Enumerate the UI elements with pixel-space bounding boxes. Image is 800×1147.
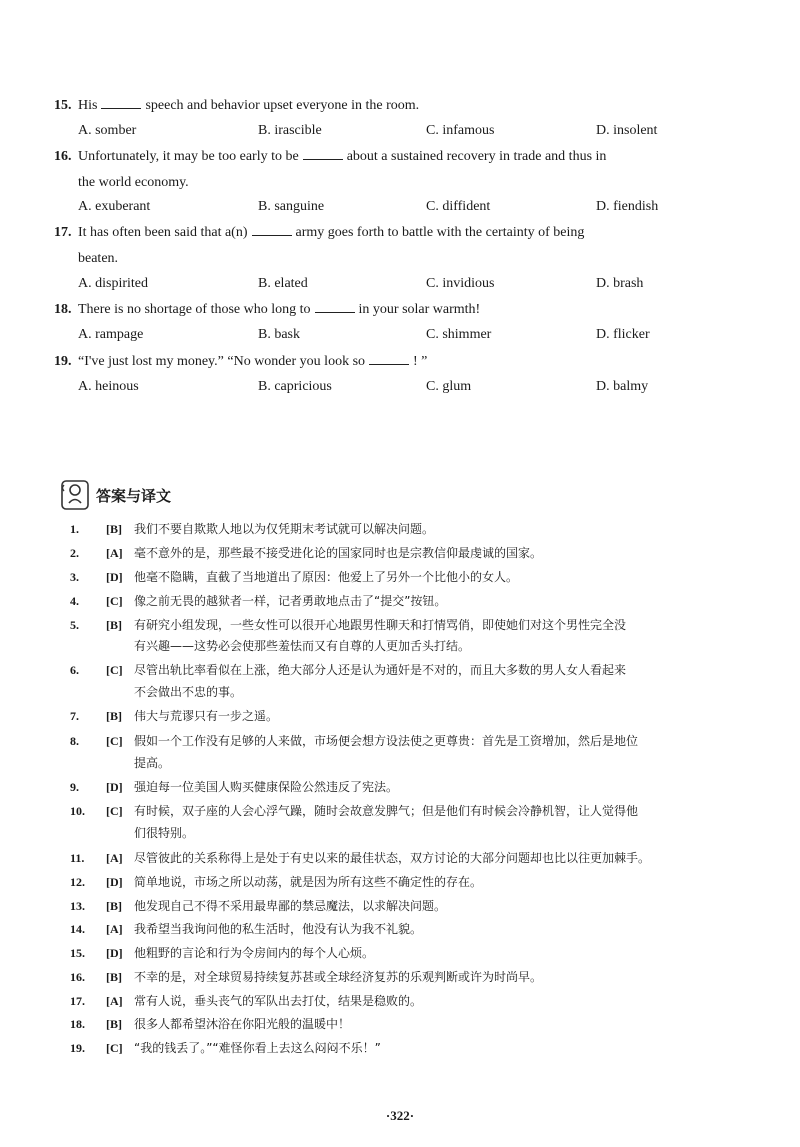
answer-translation: 毫不意外的是，那些最不接受进化论的国家同时也是宗教信仰最虔诚的国家。: [134, 546, 543, 560]
option-d: D. insolent: [596, 123, 658, 138]
answer-key: [B]: [106, 618, 122, 632]
answer-item: [70, 568, 518, 586]
answer-blank: [315, 300, 355, 313]
question-stem-part: speech and behavior upset everyone in the room.: [145, 98, 420, 113]
option-c: C. glum: [426, 379, 472, 394]
question-stem-part: Unfortunately, it may be too early to be: [78, 149, 299, 164]
question-stem-part: about a sustained recovery in trade and thus in: [346, 149, 607, 164]
answer-translation: 他毫不隐瞒，直截了当地道出了原因：他爱上了另外一个比他小的女人。: [134, 570, 519, 584]
answer-translation-continued: 提高。: [134, 756, 171, 770]
answer-number: 8.: [70, 734, 79, 748]
option-c: C. invidious: [426, 276, 495, 291]
answer-key: [D]: [106, 780, 123, 794]
option-a: A. heinous: [78, 379, 139, 394]
answer-blank: [252, 223, 292, 236]
option-b: B. elated: [258, 276, 308, 291]
answer-item: [70, 616, 626, 634]
answer-key: [B]: [106, 970, 122, 984]
answer-item: [70, 897, 446, 915]
answer-translation-continued: 有兴趣——这势必会使那些羞怯而又有自尊的人更加舌头打结。: [134, 639, 471, 653]
answer-translation: 像之前无畏的越狱者一样，记者勇敢地点击了“提交”按钮。: [134, 594, 447, 608]
answer-translation: 假如一个工作没有足够的人来做，市场便会想方设法使之更尊贵：首先是工资增加，然后是地位: [134, 734, 639, 748]
answer-number: 12.: [70, 875, 85, 889]
question-stem-part: ! ”: [413, 354, 428, 369]
question-18: [54, 300, 480, 319]
answer-key: [C]: [106, 663, 123, 677]
answer-blank: [101, 96, 141, 109]
answer-key: [D]: [106, 946, 123, 960]
answer-key: [A]: [106, 851, 123, 865]
answer-item: [70, 544, 542, 562]
answer-item: [70, 992, 422, 1010]
answer-translation: 尽管出轨比率看似在上涨，绝大部分人还是认为通奸是不对的，而且大多数的男人女人看起来: [134, 663, 627, 677]
answer-translation: 我们不要自欺欺人地以为仅凭期末考试就可以解决问题。: [134, 522, 435, 536]
answer-translation: 尽管彼此的关系称得上是处于有史以来的最佳状态，双方讨论的大部分问题却也比以往更加棘手。: [134, 851, 651, 865]
answer-number: 13.: [70, 899, 85, 913]
option-d: D. fiendish: [596, 199, 659, 214]
answer-item: [70, 707, 278, 725]
answer-key: [A]: [106, 922, 123, 936]
answer-key-icon: [60, 478, 90, 512]
option-a: A. somber: [78, 123, 137, 138]
answer-item: [70, 873, 482, 891]
answer-item: [70, 849, 650, 867]
answer-number: 11.: [70, 851, 85, 865]
answer-translation: 他粗野的言论和行为令房间内的每个人心烦。: [134, 946, 375, 960]
answer-item: [70, 1039, 381, 1057]
answer-item: [70, 592, 446, 610]
question-stem-part: It has often been said that a(n): [78, 225, 248, 240]
answer-key: [C]: [106, 594, 123, 608]
answer-item: [70, 661, 626, 679]
option-c: C. shimmer: [426, 327, 492, 342]
answer-translation: 他发现自己不得不采用最卑鄙的禁忌魔法，以求解决问题。: [134, 899, 447, 913]
answer-number: 5.: [70, 618, 79, 632]
answer-item: [70, 1015, 350, 1033]
option-d: D. balmy: [596, 379, 649, 394]
page-number: ·322·: [385, 1108, 415, 1123]
answer-translation: 简单地说，市场之所以动荡，就是因为所有这些不确定性的存在。: [134, 875, 483, 889]
question-stem-part: There is no shortage of those who long to: [78, 302, 311, 317]
answer-key: [B]: [106, 1017, 122, 1031]
answer-translation: 我希望当我询问他的私生活时，他没有认为我不礼貌。: [134, 922, 423, 936]
answer-translation: “我的钱丢了。”“难怪你看上去这么闷闷不乐！”: [134, 1041, 381, 1055]
answer-number: 18.: [70, 1017, 85, 1031]
answer-number: 9.: [70, 780, 79, 794]
answer-item: [70, 802, 638, 820]
answer-number: 4.: [70, 594, 79, 608]
question-15: [54, 96, 419, 115]
answer-translation: 常有人说，垂头丧气的军队出去打仗，结果是稳败的。: [134, 994, 423, 1008]
question-number: 15.: [54, 98, 72, 113]
answer-number: 16.: [70, 970, 85, 984]
option-d: D. flicker: [596, 327, 650, 342]
answer-key: [A]: [106, 546, 123, 560]
answer-item: [70, 520, 434, 538]
answer-number: 3.: [70, 570, 79, 584]
question-stem-part: His: [78, 98, 98, 113]
section-title: 答案与译文: [96, 487, 172, 505]
answer-item: [70, 778, 398, 796]
option-b: B. irascible: [258, 123, 322, 138]
answer-translation-continued: 不会做出不忠的事。: [134, 685, 243, 699]
question-stem-part: in your solar warmth!: [358, 302, 481, 317]
answer-number: 17.: [70, 994, 85, 1008]
answer-number: 7.: [70, 709, 79, 723]
question-17: [54, 223, 584, 242]
answer-number: 10.: [70, 804, 85, 818]
option-b: B. sanguine: [258, 199, 325, 214]
answer-key: [C]: [106, 804, 123, 818]
option-d: D. brash: [596, 276, 644, 291]
answer-key: [C]: [106, 734, 123, 748]
answer-number: 19.: [70, 1041, 85, 1055]
option-b: B. capricious: [258, 379, 332, 394]
answer-item: [70, 732, 638, 750]
answer-translation: 很多人都希望沐浴在你阳光般的温暖中！: [134, 1017, 351, 1031]
answer-translation: 不幸的是，对全球贸易持续复苏甚或全球经济复苏的乐观判断或许为时尚早。: [134, 970, 543, 984]
answer-number: 6.: [70, 663, 79, 677]
question-number: 19.: [54, 354, 72, 369]
answer-number: 2.: [70, 546, 79, 560]
answer-key: [D]: [106, 570, 123, 584]
answer-key: [C]: [106, 1041, 123, 1055]
question-number: 18.: [54, 302, 72, 317]
answer-number: 14.: [70, 922, 85, 936]
answer-translation: 有时候，双子座的人会心浮气躁，随时会故意发脾气；但是他们有时候会冷静机智，让人觉得他: [134, 804, 639, 818]
answer-number: 1.: [70, 522, 79, 536]
question-16-continued: the world economy.: [78, 175, 189, 190]
option-a: A. dispirited: [78, 276, 148, 291]
option-c: C. infamous: [426, 123, 495, 138]
answer-translation: 伟大与荒谬只有一步之遥。: [134, 709, 279, 723]
answer-key: [B]: [106, 709, 122, 723]
answer-key: [B]: [106, 522, 122, 536]
answer-number: 15.: [70, 946, 85, 960]
question-stem-part: army goes forth to battle with the certainty of being: [295, 225, 585, 240]
answer-item: [70, 944, 374, 962]
answer-blank: [369, 352, 409, 365]
answer-key: [D]: [106, 875, 123, 889]
question-16: [54, 147, 606, 166]
question-number: 16.: [54, 149, 72, 164]
option-a: A. exuberant: [78, 199, 151, 214]
answer-item: [70, 968, 542, 986]
answer-key: [B]: [106, 899, 122, 913]
answer-translation: 强迫每一位美国人购买健康保险公然违反了宪法。: [134, 780, 399, 794]
question-19: [54, 352, 427, 371]
answer-translation-continued: 们很特别。: [134, 826, 195, 840]
answer-key: [A]: [106, 994, 123, 1008]
question-stem-part: “I've just lost my money.” “No wonder you look so: [78, 354, 366, 369]
option-b: B. bask: [258, 327, 300, 342]
option-a: A. rampage: [78, 327, 144, 342]
answer-translation: 有研究小组发现，一些女性可以很开心地跟男性聊天和打情骂俏，即使她们对这个男性完全没: [134, 618, 627, 632]
option-c: C. diffident: [426, 199, 491, 214]
question-number: 17.: [54, 225, 72, 240]
answer-blank: [303, 147, 343, 160]
answer-item: [70, 920, 422, 938]
question-17-continued: beaten.: [78, 251, 119, 266]
